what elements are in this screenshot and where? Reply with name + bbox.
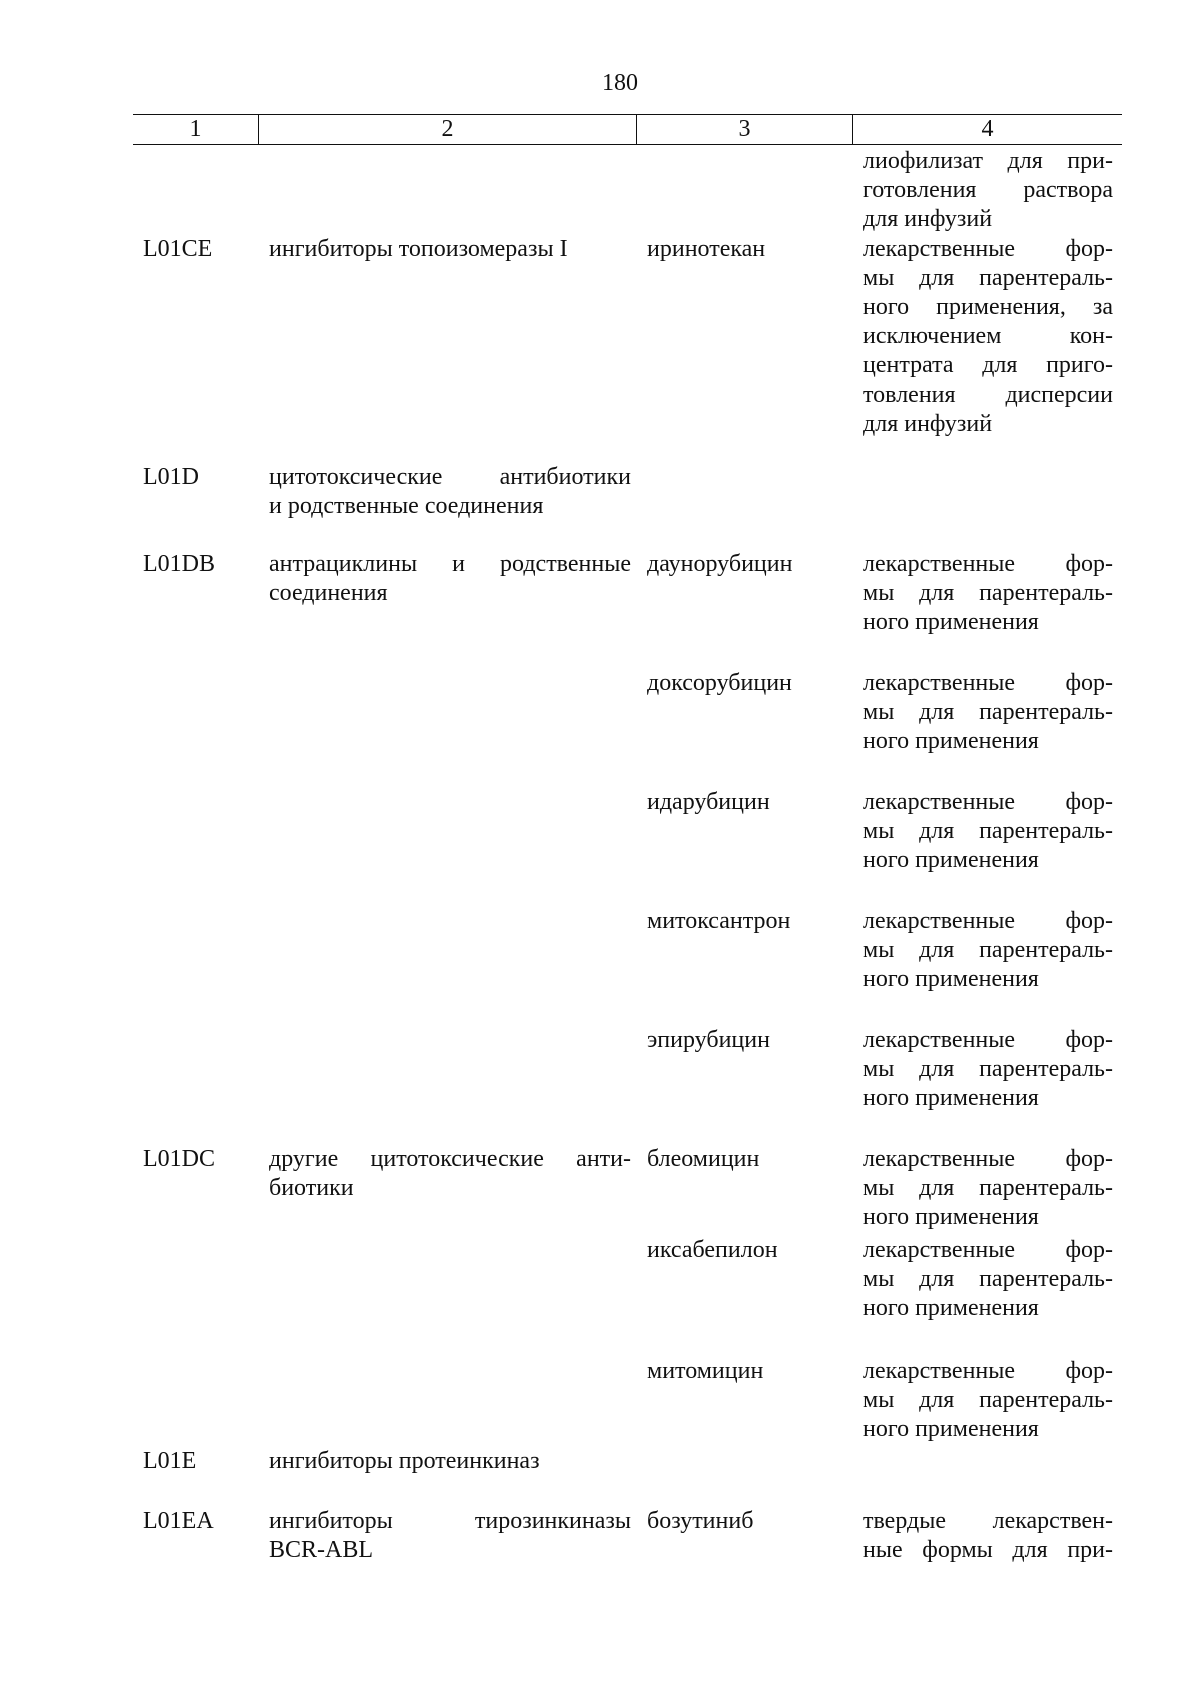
drug-name: идарубицин (647, 789, 770, 815)
dosage-form-line: мы для парентераль- (863, 699, 1113, 726)
dosage-forms (863, 669, 1113, 757)
dosage-form-line: ные формы для при- (863, 1537, 1113, 1564)
atc-code: L01D (143, 464, 199, 490)
header-col-2: 2 (258, 115, 636, 144)
dosage-form-line: исключением кон- (863, 323, 1113, 350)
group-line: и родственные соединения (269, 493, 544, 520)
dosage-form-line: лекарственные фор- (863, 1358, 1113, 1384)
dosage-form-line: лекарственные фор- (863, 1027, 1113, 1053)
drug-name: митоксантрон (647, 908, 791, 934)
group-name: ингибиторы топоизомеразы I (269, 235, 568, 262)
atc-code: L01E (143, 1448, 197, 1474)
dosage-form-line: мы для парентераль- (863, 818, 1113, 845)
dosage-forms (863, 1357, 1113, 1445)
group-name (269, 550, 631, 608)
atc-code: L01CE (143, 235, 213, 262)
dosage-forms (863, 907, 1113, 995)
dosage-form-line: ного применения (863, 847, 1039, 874)
dosage-forms (863, 788, 1113, 876)
dosage-forms (863, 550, 1113, 638)
dosage-form-line: для инфузий (863, 206, 993, 233)
drug-name: иринотекан (647, 235, 766, 262)
dosage-form-line: лекарственные фор- (863, 551, 1113, 577)
group-line: соединения (269, 580, 388, 607)
dosage-form-line: ного применения (863, 728, 1039, 755)
header-col-3: 3 (636, 115, 852, 144)
dosage-form-line: ного применения, за (863, 294, 1113, 321)
dosage-form-line: ного применения (863, 609, 1039, 636)
group-line: цитотоксические антибиотики (269, 464, 631, 490)
dosage-form-line: мы для парентераль- (863, 937, 1113, 964)
dosage-form-line: мы для парентераль- (863, 580, 1113, 607)
drug-name: доксорубицин (647, 670, 792, 696)
group-line: ингибиторы тирозинкиназы (269, 1508, 631, 1534)
dosage-form-line: центрата для приго- (863, 352, 1113, 379)
dosage-form-line: мы для парентераль- (863, 1266, 1113, 1293)
group-name (269, 1507, 631, 1565)
dosage-form-line: готовления раствора (863, 177, 1113, 204)
dosage-form-line: лекарственные фор- (863, 908, 1113, 934)
dosage-form-line: ного применения (863, 966, 1039, 993)
group-line: биотики (269, 1175, 354, 1202)
dosage-form-line: товления дисперсии (863, 381, 1113, 408)
dosage-form-line: ного применения (863, 1085, 1039, 1112)
table-header (133, 114, 1122, 145)
dosage-forms (863, 147, 1113, 439)
dosage-form-line: лекарственные фор- (863, 789, 1113, 815)
dosage-forms (863, 1145, 1113, 1233)
group-line: BCR-ABL (269, 1537, 374, 1564)
group-name (269, 1447, 631, 1476)
dosage-form-line: твердые лекарствен- (863, 1508, 1113, 1534)
drug-name: иксабепилон (647, 1237, 778, 1263)
group-name (269, 1145, 631, 1203)
drug-name: блеомицин (647, 1146, 760, 1172)
dosage-form-line: ного применения (863, 1416, 1039, 1443)
drug-name: эпирубицин (647, 1027, 770, 1053)
dosage-form-line: лиофилизат для при- (863, 148, 1113, 174)
dosage-form-line: мы для парентераль- (863, 1175, 1113, 1202)
dosage-form-line: ного применения (863, 1204, 1039, 1231)
header-col-1: 1 (189, 116, 202, 142)
drug-name: бозутиниб (647, 1508, 754, 1534)
atc-code: L01DC (143, 1146, 215, 1172)
drug-name: митомицин (647, 1358, 764, 1384)
atc-code: L01EA (143, 1508, 214, 1534)
group-name (269, 463, 631, 521)
dosage-form-line: лекарственные фор- (863, 235, 1113, 262)
group-line: антрациклины и родственные (269, 551, 631, 577)
drug-name: даунорубицин (647, 551, 793, 577)
dosage-forms (863, 1236, 1113, 1324)
dosage-form-line: мы для парентераль- (863, 1387, 1113, 1414)
dosage-form-line: ного применения (863, 1295, 1039, 1322)
dosage-form-line: лекарственные фор- (863, 1146, 1113, 1172)
dosage-form-line: лекарственные фор- (863, 1237, 1113, 1263)
dosage-form-line: мы для парентераль- (863, 264, 1113, 291)
dosage-form-line: мы для парентераль- (863, 1056, 1113, 1083)
group-line: ингибиторы протеинкиназ (269, 1448, 540, 1474)
header-col-4: 4 (852, 115, 1122, 144)
group-line: другие цитотоксические анти- (269, 1146, 631, 1172)
dosage-forms (863, 1026, 1113, 1114)
page-number: 180 (602, 70, 638, 96)
atc-code: L01DB (143, 551, 215, 577)
dosage-form-line: для инфузий (863, 410, 993, 437)
dosage-form-line: лекарственные фор- (863, 670, 1113, 696)
dosage-forms (863, 1507, 1113, 1565)
